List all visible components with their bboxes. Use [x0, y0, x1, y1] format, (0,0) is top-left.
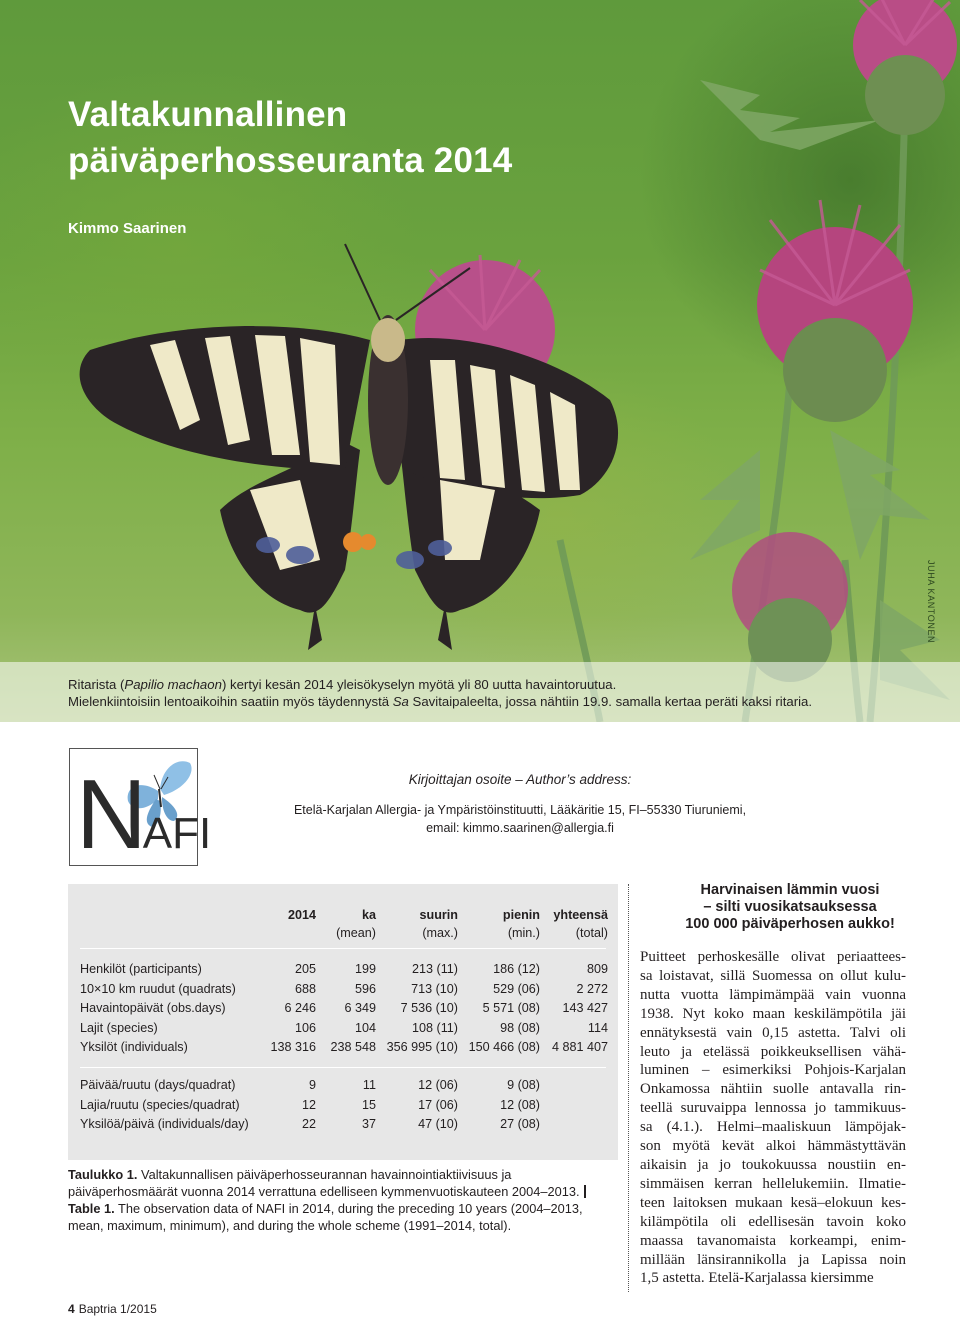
- body-text-line: sa (4.1.). Helmi–maaliskuun lämpöjak-: [640, 1119, 906, 1136]
- body-text-line: leuto ja etelässä poikkeuksellisen vähä-: [640, 1043, 906, 1060]
- caption-text: Mielenkiintoisiin lentoaikoihin saatiin myös täydennystä: [68, 694, 393, 709]
- body-text-line: luminen – esimerkiksi Pohjois-Karjalan: [640, 1062, 906, 1079]
- column-divider: [628, 884, 629, 1292]
- table-cell: 104: [354, 1020, 376, 1035]
- body-text-line: ennätyksestä vain 0,15 astetta. Talvi oli: [640, 1024, 906, 1041]
- table-cell: 529 (06): [493, 981, 540, 996]
- table-cell: 5 571 (08): [482, 1001, 540, 1016]
- table-cell: 688: [294, 981, 316, 996]
- table-cell: 356 995 (10): [386, 1040, 458, 1055]
- address-heading: Kirjoittajan osoite – Author’s address:: [408, 772, 632, 787]
- table-cell: 12 (06): [418, 1078, 458, 1092]
- caption-text: Savitaipaleelta, jossa nähtiin 19.9. samalla kertaa peräti kaksi ritaria.: [408, 694, 813, 709]
- body-text-line: son myötä kevät alkoi hämmästyttävän: [640, 1138, 906, 1155]
- body-text-line: teen laitoksen mukaan kesä–elokuun kes-: [640, 1194, 906, 1211]
- table-cell: 6 246: [284, 1001, 316, 1016]
- body-text-line: 1938. Nyt koko maan keskilämpötila jäi: [640, 1005, 906, 1022]
- table-cell: 98 (08): [500, 1020, 540, 1035]
- article-title-line-2: päiväperhosseuranta 2014: [68, 141, 513, 180]
- table-caption-text-fi: Valtakunnallisen päiväperhosseurannan havainnointiaktiivisuus ja päiväperhosmäärät vuonna 2014 verrattuna edelliseen kymmenvuotiskauteen 2004–2013.: [68, 1167, 580, 1199]
- caption-italic: Sa: [392, 694, 409, 709]
- row-label: Yksilöt (individuals): [80, 1040, 188, 1055]
- nafi-logo: [69, 748, 212, 869]
- logo-letter-n: N: [76, 759, 143, 869]
- page-footer: [68, 1302, 157, 1316]
- table-cell: 106: [294, 1020, 316, 1035]
- section-heading-line: – silti vuosikatsauksessa: [703, 899, 877, 915]
- table-cell: 15: [361, 1097, 376, 1112]
- section-divider: [80, 1067, 606, 1068]
- row-label: Päivää/ruutu (days/quadrat): [80, 1078, 236, 1092]
- author-name: Kimmo Saarinen: [68, 220, 187, 237]
- table-cell: 6 349: [344, 1001, 376, 1016]
- table-cell: 7 536 (10): [400, 1001, 458, 1016]
- table-cell: 47 (10): [418, 1117, 458, 1132]
- body-text-line: nutta vuotta lämpimämpää vain vuonna: [640, 986, 906, 1003]
- column-header: suurin: [419, 908, 458, 922]
- row-label: Lajit (species): [80, 1020, 158, 1035]
- caption-italic: Papilio machaon: [124, 677, 222, 692]
- page-number: 4: [68, 1302, 75, 1316]
- table-cell: 238 548: [330, 1040, 376, 1055]
- table-caption-label-en: Table 1.: [68, 1201, 115, 1216]
- table-cell: 150 466 (08): [468, 1040, 540, 1055]
- body-text-line: Puitteet perhoskesälle olivat periaattees-: [640, 949, 906, 965]
- caption-text: Ritarista (: [68, 677, 125, 692]
- column-header: 2014: [287, 908, 316, 922]
- column-header-unit: (max.): [422, 926, 458, 940]
- row-label: Henkilöt (participants): [80, 962, 202, 976]
- row-label: Havaintopäivät (obs.days): [80, 1001, 226, 1016]
- table-cell: 114: [587, 1020, 608, 1035]
- body-text-line: sa loistavat, sillä Suomessa on ollut kulu-: [640, 967, 906, 984]
- body-text-line: simmäisen kerran hellelukemiin. Ilmatie-: [640, 1175, 906, 1192]
- column-header-unit: (min.): [507, 926, 540, 940]
- table-cell: 143 427: [562, 1001, 608, 1016]
- article-title-line-1: Valtakunnallinen: [68, 95, 348, 134]
- table-cell: 2 272: [576, 981, 608, 996]
- photo-caption-line: [68, 676, 928, 693]
- column-header: ka: [361, 908, 376, 922]
- table-cell: 4 881 407: [551, 1040, 608, 1055]
- table-cell: 27 (08): [500, 1117, 540, 1132]
- header-divider: [80, 948, 606, 949]
- section-body-text: [640, 948, 906, 1288]
- section-heading-line: Harvinaisen lämmin vuosi: [700, 882, 880, 898]
- table-cell: 108 (11): [412, 1020, 458, 1035]
- caption-separator: [584, 1185, 586, 1198]
- photo-caption: [68, 676, 928, 710]
- photo-credit: JUHA KANTONEN: [926, 560, 936, 644]
- row-label: Lajia/ruutu (species/quadrat): [80, 1097, 240, 1112]
- table-cell: 11: [362, 1078, 376, 1092]
- address-line-2: email: kimmo.saarinen@allergia.fi: [426, 821, 614, 835]
- table-cell: 205: [294, 962, 316, 976]
- table-cell: 713 (10): [411, 981, 458, 996]
- table-cell: 199: [354, 962, 376, 976]
- table-cell: 37: [361, 1117, 376, 1132]
- body-text-line: 1,5 astetta. Etelä-Karjalassa kiersimme: [640, 1270, 874, 1287]
- column-header-unit: (mean): [336, 926, 376, 940]
- table-cell: 17 (06): [418, 1097, 458, 1112]
- body-text-line: teellä suruvaippa lennossa jo tammikuus-: [640, 1100, 906, 1117]
- body-text-line: kilämpötila oli edellisesän tavoin koko: [640, 1213, 906, 1230]
- table-cell: 9: [308, 1078, 316, 1092]
- body-text-line: aikaisin ja jo toukokuussa noustiin en-: [640, 1156, 906, 1173]
- table-cell: 186 (12): [493, 962, 540, 976]
- section-heading: [640, 882, 940, 933]
- table-cell: 138 316: [270, 1040, 316, 1055]
- body-text-line: maassa tavanomaista korkeampi, enim-: [640, 1232, 906, 1249]
- journal-issue: Baptria 1/2015: [78, 1302, 157, 1316]
- body-text-line: millään länsirannikolla ja Lapissa noin: [640, 1251, 906, 1268]
- article-title: [68, 92, 512, 184]
- row-label: Yksilöä/päivä (individuals/day): [80, 1117, 249, 1132]
- photo-caption-line: [68, 693, 928, 710]
- table-cell: 596: [354, 981, 376, 996]
- logo-letters-afi: AFI: [142, 809, 212, 858]
- author-address: [260, 772, 780, 837]
- table-cell: 22: [301, 1117, 316, 1132]
- body-text-line: Onkamossa nähtiin suolle antavalla rin-: [640, 1081, 906, 1098]
- caption-text: ) kertyi kesän 2014 yleisökyselyn myötä yli 80 uutta havaintoruutua.: [221, 677, 617, 692]
- logo-wordmark: [76, 759, 212, 869]
- table-caption-label-fi: Taulukko 1.: [68, 1167, 138, 1182]
- table-cell: 9 (08): [507, 1078, 540, 1092]
- table-cell: 12: [301, 1097, 316, 1112]
- address-line-1: Etelä-Karjalan Allergia- ja Ympäristöinstituutti, Lääkäritie 15, FI–55330 Tiuruniemi,: [293, 803, 747, 817]
- table-cell: 809: [586, 962, 608, 976]
- table-caption: [68, 1166, 618, 1234]
- data-table: [68, 884, 618, 1160]
- column-header-unit: (total): [575, 926, 608, 940]
- table-cell: 12 (08): [500, 1097, 540, 1112]
- section-heading-line: 100 000 päiväperhosen aukko!: [685, 916, 895, 932]
- row-label: 10×10 km ruudut (quadrats): [80, 981, 236, 996]
- table-cell: 213 (11): [412, 962, 458, 976]
- column-header: yhteensä: [553, 908, 608, 922]
- table-caption-text-en: The observation data of NAFI in 2014, during the preceding 10 years (2004–2013, mean, maximum, minimum), and during the whole scheme (1991–2014, total).: [68, 1201, 583, 1233]
- column-header: pienin: [502, 908, 540, 922]
